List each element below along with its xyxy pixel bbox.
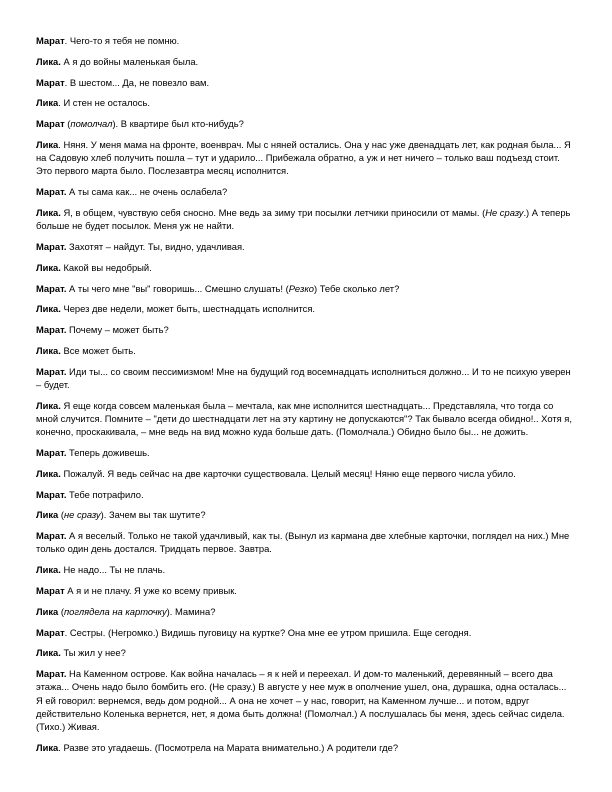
speaker-name: Лика. <box>36 647 61 659</box>
speaker-name: Лика. <box>36 399 61 411</box>
dialogue-line <box>36 467 572 480</box>
speaker-name: Лика. <box>36 564 61 576</box>
dialogue-line <box>36 117 572 130</box>
line-text: ( <box>58 605 64 617</box>
line-text: Тебе потрафило. <box>66 488 144 500</box>
dialogue-line <box>36 508 572 521</box>
dialogue-line <box>36 261 572 274</box>
dialogue-line <box>36 240 572 253</box>
speaker-name: Лика. <box>36 55 61 67</box>
dialogue-line <box>36 584 572 597</box>
dialogue-line <box>36 741 572 754</box>
line-text: . Чего-то я тебя не помню. <box>64 35 180 46</box>
line-text: Захотят – найдут. Ты, видно, удачливая. <box>66 240 245 252</box>
dialogue-line <box>36 185 572 198</box>
speaker-name: Лика <box>36 138 59 150</box>
line-text: .) А теперь больше не будет посылок. Меня уж не найти. <box>36 206 571 232</box>
speaker-name: Лика <box>36 741 59 753</box>
dialogue-line <box>36 446 572 459</box>
dialogue-line <box>36 605 572 618</box>
stage-direction: поглядела на карточку <box>63 605 167 617</box>
speaker-name: Лика. <box>36 303 61 315</box>
speaker-name: Марат. <box>36 446 67 458</box>
line-text: ). Мамина? <box>166 605 216 617</box>
dialogue-line <box>36 646 572 659</box>
line-text: А я веселый. Только не такой удачливый, как ты. (Вынул из кармана две хлебные карточки, поглядел на них.) Мне только один день достался. Тридцать первое. Завтра. <box>36 530 570 555</box>
speaker-name: Марат. <box>36 530 67 542</box>
line-text: Почему – может быть? <box>66 324 169 336</box>
stage-direction: помолчал <box>70 118 113 130</box>
dialogue-line <box>36 344 572 357</box>
speaker-name: Марат. <box>36 240 67 252</box>
line-text: Я еще когда совсем маленькая была – мечтала, как мне исполнится шестнадцать... Представляла, что тогда со мной случится. Помните – "дети до шестнадцати лет на эту картину не допускаются"? Так бывало всегда обидно!.. Хотя я, конечно, проскакивала, – мне ведь на вид можно куда больше дать. (Помолчала.) Обидно было бы... не дожить. <box>36 399 572 438</box>
dialogue-line <box>36 302 572 315</box>
dialogue-line <box>36 529 572 555</box>
stage-direction: Резко <box>288 282 314 294</box>
dialogue-line <box>36 667 572 733</box>
speaker-name: Марат <box>36 35 65 46</box>
line-text: Ты жил у нее? <box>60 647 126 659</box>
line-text: . Сестры. (Негромко.) Видишь пуговицу на куртке? Она мне ее утром пришила. Еще сегодня. <box>64 626 472 638</box>
speaker-name: Марат. <box>36 282 67 294</box>
speaker-name: Марат. <box>36 186 67 198</box>
speaker-name: Лика. <box>36 261 61 273</box>
dialogue-line <box>36 206 572 232</box>
dialogue-line <box>36 96 572 109</box>
stage-direction: Не сразу <box>485 206 524 218</box>
dialogue-line <box>36 563 572 576</box>
line-text: ( <box>64 118 71 130</box>
dialogue-line <box>36 138 572 178</box>
line-text: Я, в общем, чувствую себя сносно. Мне ведь за зиму три посылки летчики приносили от мамы. ( <box>60 206 486 218</box>
stage-direction: не сразу <box>63 509 101 521</box>
speaker-name: Марат <box>36 584 65 596</box>
line-text: ( <box>58 509 64 521</box>
line-text: . В шестом... Да, не повезло вам. <box>64 76 210 88</box>
line-text: Теперь доживешь. <box>66 446 150 458</box>
line-text: А я до войны маленькая была. <box>60 55 199 67</box>
dialogue-line <box>36 282 572 295</box>
dialogue-line <box>36 34 572 47</box>
line-text: . Няня. У меня мама на фронте, военврач. Мы с няней остались. Она у нас уже двенадцать лет, как родная была... Я на Садовую хлеб получить пошла – тут и ударило... Прибежала обратно, а уж и нет ничего – только ваш подъезд стоит. Это первого марта было. Послезавтра месяц исполнится. <box>36 138 571 177</box>
dialogue-line <box>36 365 572 391</box>
speaker-name: Марат. <box>36 324 67 336</box>
speaker-name: Марат. <box>36 668 67 680</box>
speaker-name: Марат. <box>36 488 67 500</box>
speaker-name: Лика. <box>36 467 61 479</box>
line-text: . Разве это угадаешь. (Посмотрела на Марата внимательно.) А родители где? <box>58 741 399 753</box>
speaker-name: Лика <box>36 509 59 521</box>
line-text: Иди ты... со своим пессимизмом! Мне на будущий год восемнадцать исполниться должно... И то не психую уверен – будет. <box>36 365 571 390</box>
speaker-name: Лика <box>36 97 59 109</box>
speaker-name: Марат <box>36 626 65 638</box>
line-text: ). Зачем вы так шутите? <box>100 509 206 521</box>
dialogue-line <box>36 399 572 439</box>
line-text: . И стен не осталось. <box>58 97 150 109</box>
dialogue-line <box>36 626 572 639</box>
dialogue-line <box>36 76 572 89</box>
line-text: А ты чего мне "вы" говоришь... Смешно слушать! ( <box>66 282 289 294</box>
line-text: Все может быть. <box>60 344 136 356</box>
speaker-name: Марат. <box>36 365 67 377</box>
speaker-name: Марат <box>36 118 65 130</box>
speaker-name: Лика <box>36 605 59 617</box>
speaker-name: Лика. <box>36 206 61 218</box>
dialogue-line <box>36 488 572 501</box>
line-text: Не надо... Ты не плачь. <box>60 564 166 576</box>
speaker-name: Марат <box>36 76 65 88</box>
dialogue-line <box>36 323 572 336</box>
line-text: А ты сама как... не очень ослабела? <box>66 186 228 198</box>
line-text: ) Тебе сколько лет? <box>314 282 400 294</box>
line-text: Какой вы недобрый. <box>60 261 152 273</box>
speaker-name: Лика. <box>36 344 61 356</box>
dialogue-line <box>36 55 572 68</box>
line-text: Через две недели, может быть, шестнадцать исполнится. <box>60 303 315 315</box>
line-text: ). В квартире был кто-нибудь? <box>112 118 244 130</box>
line-text: А я и не плачу. Я уже ко всему привык. <box>64 584 237 596</box>
line-text: На Каменном острове. Как война началась – я к ней и переехал. И дом-то маленький, деревянный – всего два этажа... Очень надо было бомбить его. (Не сразу.) В августе у нее муж в ополчение ушел, она, дурашка, одна осталась... Я ей говорил: вернемся, ведь дом родной... А она не хочет – у нас, говорит, на Каменном лучше... и потом, вдруг действительно Коленька вернется, нет, я дома быть должна! (Помолчал.) А послушалась бы меня, здесь сейчас сидела. (Тихо.) Живая. <box>36 668 567 732</box>
line-text: Пожалуй. Я ведь сейчас на две карточки существовала. Целый месяц! Няню еще первого числа убило. <box>60 467 516 479</box>
